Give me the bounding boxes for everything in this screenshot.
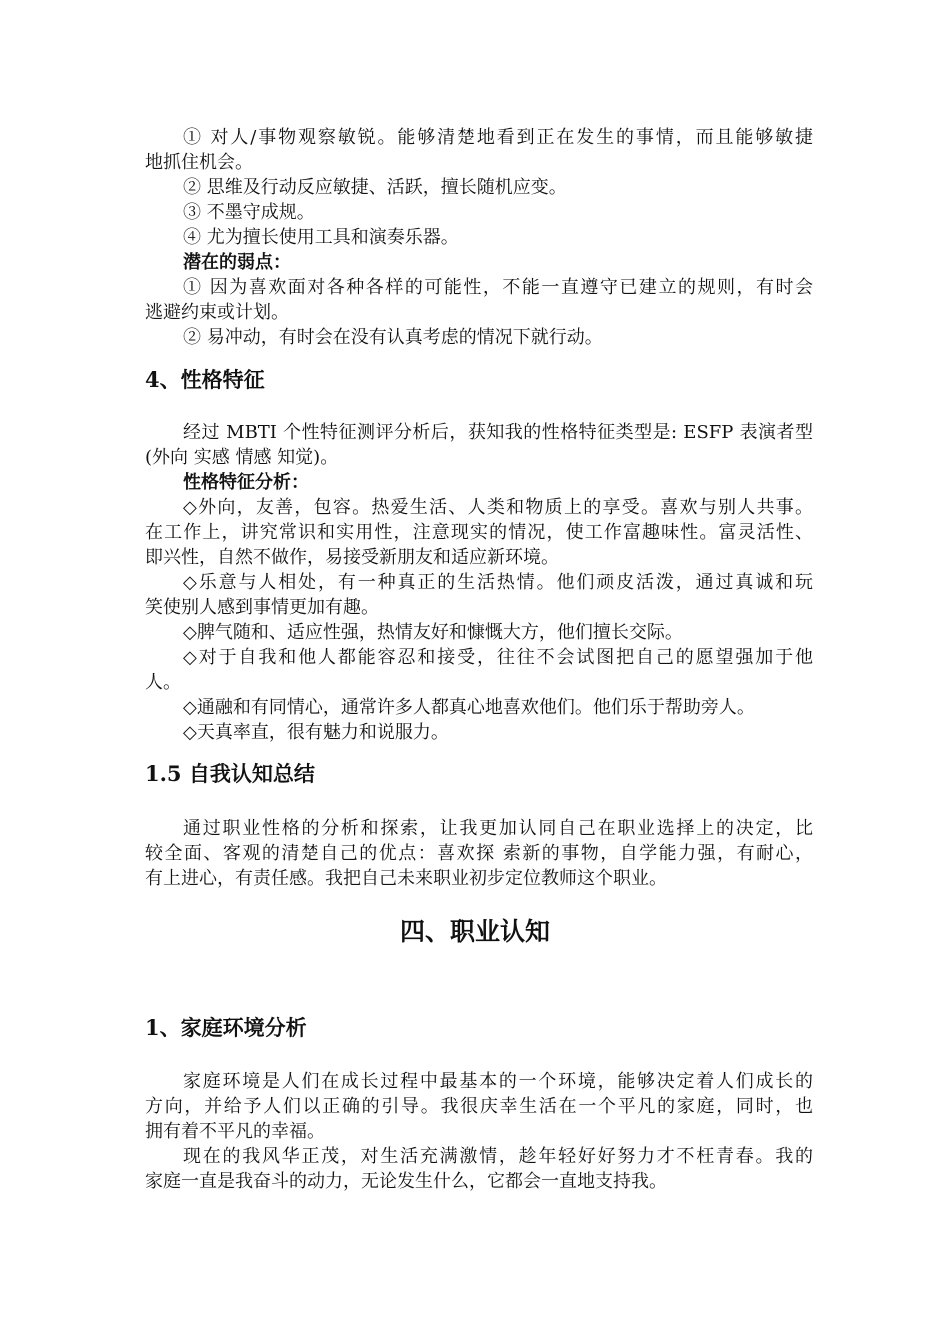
weakness-item-2: ② 易冲动，有时会在没有认真考虑的情况下就行动。 [183,327,603,348]
trait-line: ◇通融和有同情心，通常许多人都真心地喜欢他们。他们乐于帮助旁人。 [183,697,755,718]
family-line: 家庭一直是我奋斗的动力，无论发生什么，它都会一直地支持我。 [145,1171,667,1192]
trait-line: ◇天真率直，很有魅力和说服力。 [183,722,449,743]
summary-line: 较全面、客观的清楚自己的优点：喜欢探 索新的事物，自学能力强，有耐心， [145,843,813,864]
strength-item-1-cont: 地抓住机会。 [145,152,253,173]
family-line: 方向，并给予人们以正确的引导。我很庆幸生活在一个平凡的家庭，同时，也 [145,1096,813,1117]
trait-line: ◇外向，友善，包容。热爱生活、人类和物质上的享受。喜欢与别人共事。 [183,497,813,518]
section-heading-personality: 4、性格特征 [145,367,265,392]
strength-item-3: ③ 不墨守成规。 [183,202,315,223]
trait-line: 在工作上，讲究常识和实用性，注意现实的情况，使工作富趣味性。富灵活性、 [145,522,813,543]
section-heading-family: 1、家庭环境分析 [145,1015,307,1040]
section-heading-self-summary: 1.5 自我认知总结 [145,761,315,786]
family-line: 现在的我风华正茂，对生活充满激情，趁年轻好好努力才不枉青春。我的 [183,1146,813,1167]
trait-line: ◇脾气随和、适应性强，热情友好和慷慨大方，他们擅长交际。 [183,622,683,643]
trait-line: 人。 [145,672,181,693]
weakness-item-1: ① 因为喜欢面对各种各样的可能性，不能一直遵守已建立的规则，有时会 [183,277,813,298]
weakness-item-1-cont: 逃避约束或计划。 [145,302,289,323]
family-line: 家庭环境是人们在成长过程中最基本的一个环境，能够决定着人们成长的 [183,1071,813,1092]
trait-line: ◇对于自我和他人都能容忍和接受，往往不会试图把自己的愿望强加于他 [183,647,813,668]
analysis-heading: 性格特征分析： [183,472,309,493]
summary-line: 有上进心，有责任感。我把自己未来职业初步定位教师这个职业。 [145,868,667,889]
family-line: 拥有着不平凡的幸福。 [145,1121,325,1142]
chapter-title: 四、职业认知 [399,917,550,946]
strength-item-2: ② 思维及行动反应敏捷、活跃，擅长随机应变。 [183,177,567,198]
strength-item-4: ④ 尤为擅长使用工具和演奏乐器。 [183,227,459,248]
weakness-heading: 潜在的弱点： [183,252,291,273]
trait-line: 笑使别人感到事情更加有趣。 [145,597,379,618]
mbti-intro-cont: (外向 实感 情感 知觉)。 [145,447,339,468]
trait-line: 即兴性，自然不做作，易接受新朋友和适应新环境。 [145,547,559,568]
mbti-intro: 经过 MBTI 个性特征测评分析后，获知我的性格特征类型是: ESFP 表演者型 [183,422,813,443]
trait-line: ◇乐意与人相处，有一种真正的生活热情。他们顽皮活泼，通过真诚和玩 [183,572,813,593]
summary-line: 通过职业性格的分析和探索，让我更加认同自己在职业选择上的决定，比 [183,818,813,839]
strength-item-1: ① 对人/事物观察敏锐。能够清楚地看到正在发生的事情，而且能够敏捷 [183,127,813,148]
